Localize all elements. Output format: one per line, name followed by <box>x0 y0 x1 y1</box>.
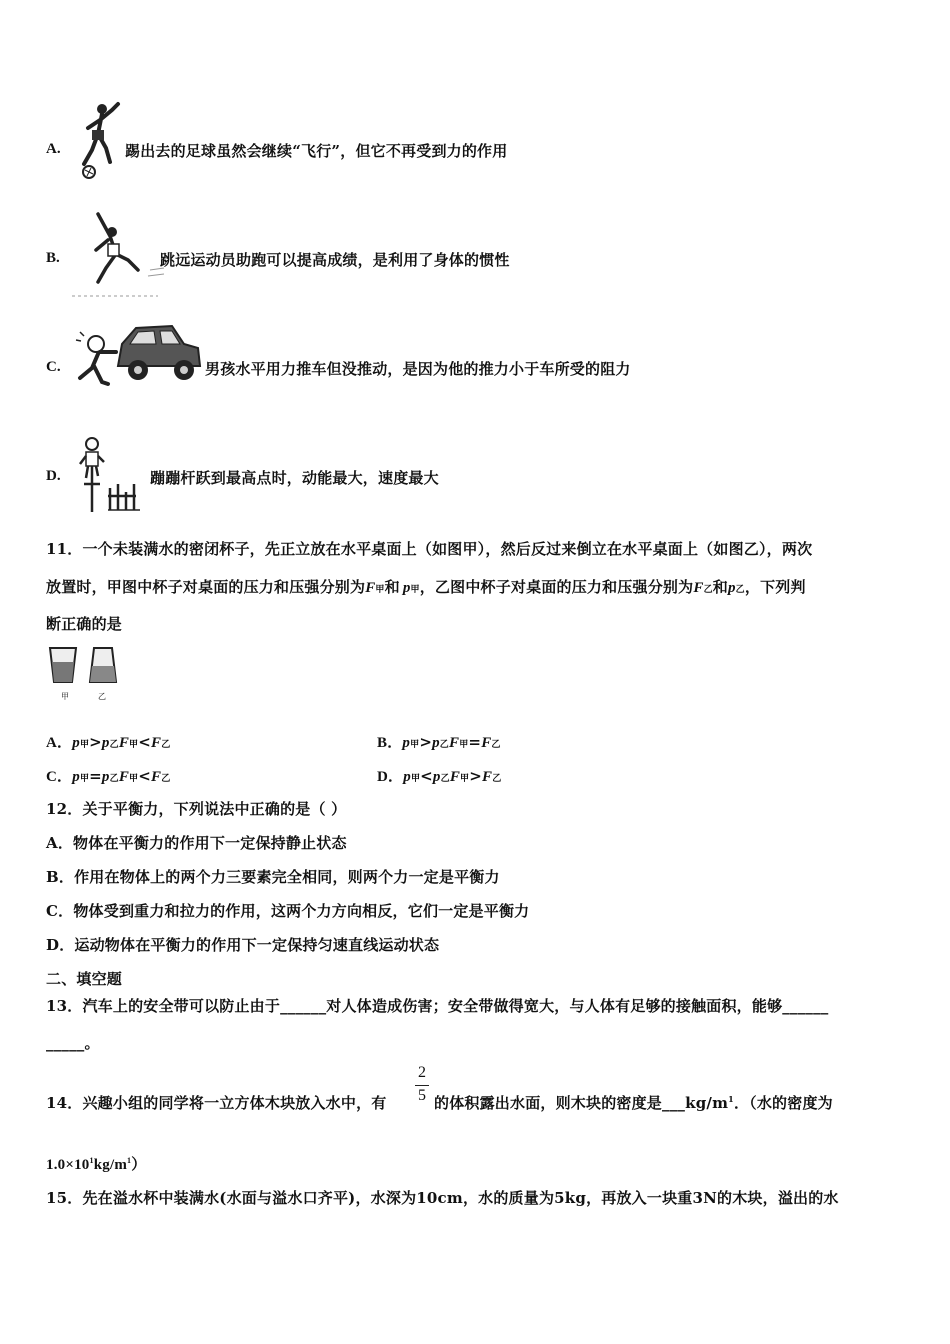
option-b-letter: B. <box>46 250 60 266</box>
q12-option-a: A．物体在平衡力的作用下一定保持静止状态 <box>46 834 347 852</box>
q11-line1: 11．一个未装满水的密闭杯子，先正立放在水平桌面上（如图甲），然后反过来倒立在水平桌面上（如图乙），两次 <box>46 540 813 558</box>
option-c-letter: C. <box>46 359 61 375</box>
option-a-letter: A. <box>46 141 61 157</box>
q12-stem: 12．关于平衡力，下列说法中正确的是（ ） <box>46 800 347 818</box>
q15-line1: 15．先在溢水杯中装满水(水面与溢水口齐平)，水深为10cm，水的质量为5kg，再放入一块重3N的木块，溢出的水 <box>46 1189 839 1207</box>
option-d-text: 蹦蹦杆跃到最高点时，动能最大，速度最大 <box>150 469 439 487</box>
q11-option-d: D．p甲<p乙F甲>F乙 <box>377 767 502 785</box>
q11-option-a: A．p甲>p乙F甲<F乙 <box>46 733 171 751</box>
section-title: 二、填空题 <box>46 970 123 988</box>
q12-option-c: C．物体受到重力和拉力的作用，这两个力方向相反，它们一定是平衡力 <box>46 902 530 920</box>
q11-option-b: B．p甲>p乙F甲=F乙 <box>377 733 501 751</box>
q12-option-b: B．作用在物体上的两个力三要素完全相同，则两个力一定是平衡力 <box>46 868 500 886</box>
cup-label-jia: 甲 <box>61 692 69 701</box>
fraction-denominator: 5 <box>418 1087 426 1104</box>
option-c-text: 男孩水平用力推车但没推动，是因为他的推力小于车所受的阻力 <box>205 360 631 378</box>
cup-label-yi: 乙 <box>98 692 106 701</box>
two-cups-image <box>46 644 118 708</box>
q13-blank-2: ______ <box>782 997 829 1015</box>
option-d-letter: D. <box>46 468 61 484</box>
soccer-player-image <box>72 100 124 186</box>
option-b-text: 跳远运动员助跑可以提高成绩，是利用了身体的惯性 <box>160 251 510 269</box>
long-jumper-image <box>68 210 164 306</box>
fraction-numerator: 2 <box>418 1064 426 1081</box>
q11-option-c: C．p甲=p乙F甲<F乙 <box>46 767 171 785</box>
q14-text-a: 14．兴趣小组的同学将一立方体木块放入水中，有 <box>46 1094 387 1112</box>
q12-option-d: D．运动物体在平衡力的作用下一定保持匀速直线运动状态 <box>46 936 440 954</box>
pogo-stick-image <box>78 436 150 520</box>
q13-line2: _____。 <box>46 1034 100 1052</box>
q11-line2: 放置时，甲图中杯子对桌面的压力和压强分别为F甲和 p甲，乙图中杯子对桌面的压力和压强分别为F乙和p乙，下列判 <box>46 578 806 596</box>
q13-line1: 13．汽车上的安全带可以防止由于______对人体造成伤害；安全带做得宽大，与人体有足够的接触面积，能够______ <box>46 997 829 1015</box>
boy-pushing-car-image <box>72 322 204 394</box>
q14-text-b: 的体积露出水面，则木块的密度是$\_\_\_kg/m^1$．（水的密度为 <box>434 1094 833 1112</box>
option-a-text: 踢出去的足球虽然会继续“飞行”，但它不再受到力的作用 <box>125 142 508 160</box>
q11-line3: 断正确的是 <box>46 615 123 633</box>
q14-blank: ___ <box>662 1094 686 1112</box>
q13-blank-1: ______ <box>280 997 327 1015</box>
q14-density: $1.0\times 10^1kg/m^1$） <box>46 1156 147 1173</box>
fraction-bar <box>415 1085 429 1086</box>
